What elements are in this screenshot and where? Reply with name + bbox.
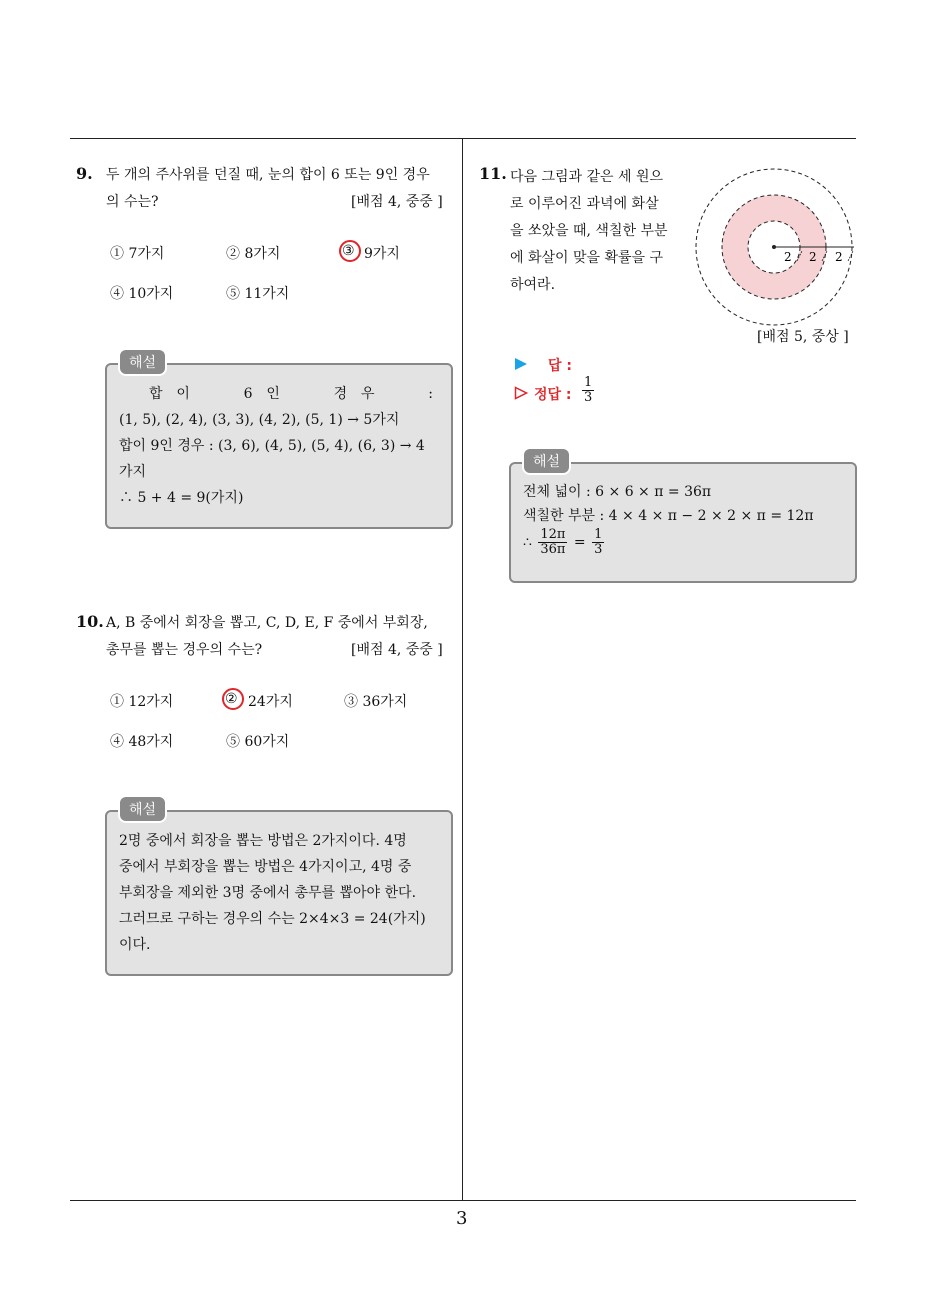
q9-choice-2[interactable]: ② 8가지: [226, 246, 281, 262]
q11-correct-label: 정답 :: [534, 387, 572, 403]
q10-text-line2: 총무를 뽑는 경우의 수는?: [106, 642, 263, 658]
q9-sol-line2: (1, 5), (2, 4), (3, 3), (4, 2), (5, 1) → 5가지: [119, 412, 400, 428]
q11-sol-frac1-den: 36π: [540, 542, 566, 557]
top-rule: [70, 138, 856, 139]
q9-choice-4[interactable]: ④ 10가지: [110, 286, 174, 302]
correct-arrow-icon: [514, 386, 528, 400]
q11-answer-input[interactable]: [590, 352, 714, 374]
center-dot: [772, 245, 776, 249]
q11-text-line3: 을 쏘았을 때, 색칠한 부분: [510, 223, 668, 239]
q10-choice-1[interactable]: ① 12가지: [110, 694, 174, 710]
q9-sol-line4: 가지: [119, 464, 147, 480]
q11-correct-denominator: 3: [584, 390, 593, 405]
q10-choice-2-label[interactable]: 24가지: [248, 694, 293, 710]
q11-text-line5: 하여라.: [510, 277, 556, 293]
q10-solution-box: [105, 810, 453, 976]
q9-sol-word-3: 6: [243, 386, 253, 402]
q10-solution-tag: 해설: [120, 797, 165, 821]
q9-choice-3-label[interactable]: 9가지: [364, 246, 400, 262]
q11-text-line1: 다음 그림과 같은 세 원으: [510, 169, 664, 185]
q10-choice-3[interactable]: ③ 36가지: [344, 694, 408, 710]
answer-arrow-icon: [514, 357, 528, 371]
q11-sol-equals: =: [573, 534, 586, 551]
radius-label-3: 2: [835, 250, 843, 264]
q10-sol-line3: 부회장을 제외한 3명 중에서 총무를 뽑아야 한다.: [119, 885, 417, 901]
q9-sol-word-4: 인: [266, 386, 280, 402]
q9-solution-tag: 해설: [120, 350, 165, 374]
q9-sol-word-1: 합: [149, 386, 163, 402]
q11-text-line2: 로 이루어진 과녁에 화살: [510, 196, 659, 212]
q9-text-line2: 의 수는?: [106, 194, 159, 210]
tick-3: [848, 251, 853, 261]
q10-text-line1: A, B 중에서 회장을 뽑고, C, D, E, F 중에서 부회장,: [106, 615, 428, 631]
q11-correct-fraction: [580, 376, 596, 405]
q11-sol-line1: 전체 넓이 : 6 × 6 × π = 36π: [523, 484, 712, 500]
therefore-symbol: ∴: [523, 534, 532, 551]
q9-choice-3-symbol[interactable]: ③: [342, 243, 355, 259]
radius-label-1: 2: [784, 250, 792, 264]
q9-number: 9.: [76, 164, 93, 183]
q9-sol-word-2: 이: [176, 386, 190, 402]
q10-choice-5[interactable]: ⑤ 60가지: [226, 734, 290, 750]
q11-sol-line2: 색칠한 부분 : 4 × 4 × π − 2 × 2 × π = 12π: [523, 508, 814, 524]
bottom-rule: [70, 1200, 856, 1201]
q10-sol-line2: 중에서 부회장을 뽑는 방법은 4가지이고, 4명 중: [119, 859, 412, 875]
q11-text-line4: 에 화살이 맞을 확률을 구: [510, 250, 664, 266]
q11-sol-frac2: [592, 528, 604, 557]
q10-choice-2-symbol[interactable]: ②: [225, 691, 238, 707]
q9-text-line1: 두 개의 주사위를 던질 때, 눈의 합이 6 또는 9인 경우: [106, 167, 430, 183]
q11-meta: [배점 5, 중상 ]: [757, 329, 849, 345]
q11-solution-box: [509, 462, 857, 583]
q10-sol-line1: 2명 중에서 회장을 뽑는 방법은 2가지이다. 4명: [119, 833, 407, 849]
column-divider: [462, 138, 463, 1201]
radius-label-2: 2: [809, 250, 817, 264]
q11-sol-frac2-num: 1: [594, 527, 603, 542]
q10-meta: [배점 4, 중중 ]: [351, 642, 443, 658]
page-number: 3: [456, 1208, 468, 1229]
q9-sol-word-6: 우: [360, 386, 375, 402]
q10-number: 10.: [76, 612, 104, 631]
q11-correct-numerator: 1: [584, 375, 593, 390]
q10-sol-line4: 그러므로 구하는 경우의 수는 2×4×3 = 24(가지): [119, 911, 426, 927]
q11-solution-tag: 해설: [524, 449, 569, 473]
q10-sol-line5: 이다.: [119, 937, 151, 953]
q11-sol-line3: [523, 528, 843, 557]
q9-sol-line5: ∴ 5 + 4 = 9(가지): [119, 490, 244, 506]
q9-choice-1[interactable]: ① 7가지: [110, 246, 165, 262]
q11-target-figure: [694, 167, 864, 327]
q11-text: [510, 164, 668, 299]
q11-answer-label: 답 :: [548, 358, 572, 374]
q11-sol-frac1-num: 12π: [540, 527, 566, 542]
q9-meta: [배점 4, 중중 ]: [351, 194, 443, 210]
q11-sol-frac1: [538, 528, 567, 557]
q9-sol-word-7: :: [428, 386, 433, 402]
q10-choice-4[interactable]: ④ 48가지: [110, 734, 174, 750]
q11-sol-frac2-den: 3: [594, 542, 603, 557]
q9-sol-line1: [119, 381, 439, 407]
q9-sol-word-5: 경: [333, 386, 348, 402]
q11-number: 11.: [479, 164, 507, 183]
q9-sol-line3: 합이 9인 경우 : (3, 6), (4, 5), (5, 4), (6, 3) → 4: [119, 438, 425, 454]
q9-choice-5[interactable]: ⑤ 11가지: [226, 286, 290, 302]
q9-solution-box: [105, 363, 453, 529]
